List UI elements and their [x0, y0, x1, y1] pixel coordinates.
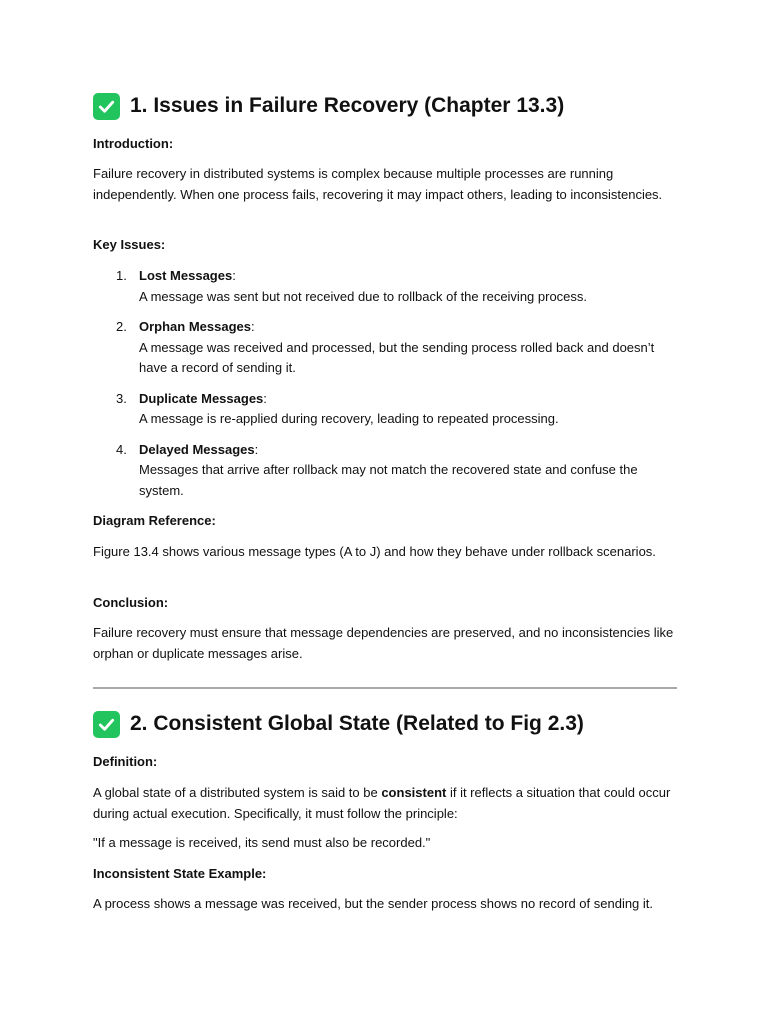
issues-list [93, 266, 677, 501]
issue-description: Messages that arrive after rollback may not match the recovered state and confuse the system. [139, 462, 638, 498]
issue-title: Duplicate Messages [139, 390, 264, 406]
conclusion-text: Failure recovery must ensure that message dependencies are preserved, and no inconsistencies like orphan or duplicate messages arise. [93, 625, 674, 661]
issue-number: 2. [116, 319, 127, 334]
section1-heading [93, 91, 677, 121]
definition-text-start: A global state of a distributed system is said to be [93, 785, 382, 800]
intro-label: Introduction: [93, 136, 174, 151]
section2-heading [93, 709, 677, 739]
issue-description: A message is re-applied during recovery, leading to repeated processing. [139, 411, 559, 426]
section2-heading-text: 2. Consistent Global State (Related to Fig 2.3) [130, 712, 584, 735]
issue-item: 1. Lost Messages: A message was sent but not received due to rollback of the receiving process. [93, 266, 677, 307]
definition-text [93, 783, 677, 824]
issue-description: A message was received and processed, but the sending process rolled back and doesn’t have a record of sending it. [139, 339, 655, 375]
diagram-reference-label: Diagram Reference: [93, 513, 216, 528]
section-divider [93, 687, 677, 689]
inconsistent-example-text: A process shows a message was received, but the sender process shows no record of sending it. [93, 896, 654, 911]
definition-keyword: consistent [381, 785, 447, 800]
section1-heading-text: 1. Issues in Failure Recovery (Chapter 13.3) [130, 94, 565, 117]
conclusion-label: Conclusion: [93, 595, 169, 610]
definition-label: Definition: [93, 754, 158, 769]
check-box-icon [93, 93, 120, 120]
intro-text: Failure recovery in distributed systems is complex because multiple processes are running independently. When one process fails, recovering it may impact others, leading to inconsistencies. [93, 166, 663, 202]
definition-text-end: if it reflects a situation that could occur during actual execution. Specifically, it must follow the principle: [93, 785, 671, 821]
issue-number: 1. [116, 268, 127, 283]
issue-title: Delayed Messages [139, 441, 255, 457]
check-box-icon [93, 711, 120, 738]
issue-item: 2. Orphan Messages: A message was received and processed, but the sending process rolled back and doesn’t have a record of sending it. [93, 317, 677, 379]
issue-title: Lost Messages [139, 268, 233, 283]
issue-number: 3. [116, 390, 127, 406]
issue-number: 4. [116, 441, 127, 457]
issue-item: 4. Delayed Messages: Messages that arrive after rollback may not match the recovered state and confuse the system. [93, 440, 677, 502]
issue-description: A message was sent but not received due to rollback of the receiving process. [139, 288, 588, 304]
issue-title: Orphan Messages [139, 319, 251, 334]
inconsistent-example-label: Inconsistent State Example: [93, 866, 267, 881]
issue-item: 3. Duplicate Messages: A message is re-applied during recovery, leading to repeated processing. [93, 389, 677, 430]
diagram-reference-text: Figure 13.4 shows various message types (A to J) and how they behave under rollback scenarios. [93, 544, 656, 559]
key-issues-label: Key Issues: [93, 237, 166, 252]
principle-quote: "If a message is received, its send must also be recorded." [93, 835, 431, 850]
